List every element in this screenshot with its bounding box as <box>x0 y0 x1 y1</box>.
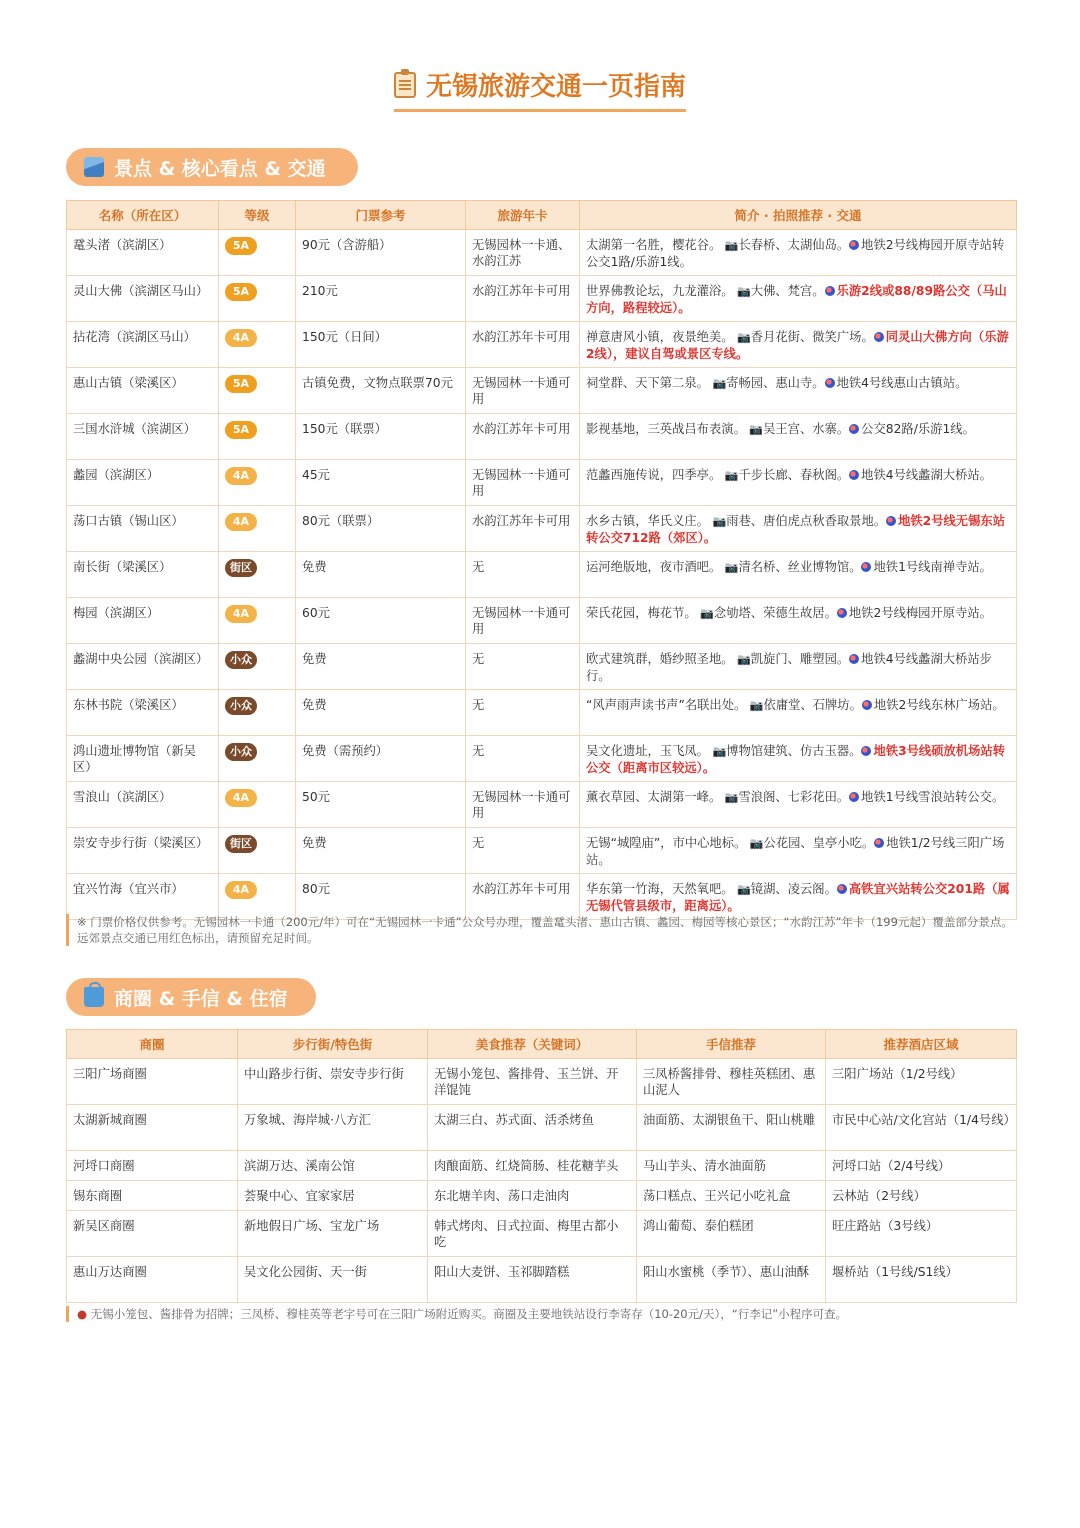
shopping-table <box>66 1029 1017 1303</box>
annual-card: 无 <box>466 552 580 598</box>
intro-cell <box>580 736 1017 782</box>
bag-icon <box>84 987 104 1007</box>
shopping-gift: 三凤桥酱排骨、穆桂英糕团、惠山泥人 <box>637 1059 826 1105</box>
intro-text: 祠堂群、天下第二泉。 <box>586 376 709 390</box>
camera-icon: 📷 <box>721 239 739 252</box>
metro-icon <box>825 286 835 296</box>
table-row <box>67 598 1017 644</box>
photo-spots: 依庸堂、石牌坊。 <box>763 698 862 712</box>
level-badge: 5A <box>225 375 257 393</box>
ticket-price: 80元 <box>296 874 466 920</box>
attraction-name: 惠山古镇（梁溪区） <box>67 368 219 414</box>
section-attractions-title: 景点 & 核心看点 & 交通 <box>114 157 326 180</box>
metro-icon <box>861 562 871 572</box>
shopping-area: 三阳广场商圈 <box>67 1059 238 1105</box>
level-badge: 5A <box>225 237 257 255</box>
intro-text: 无锡“城隍庙”，市中心地标。 <box>586 836 747 850</box>
shopping-gift: 荡口糕点、王兴记小吃礼盒 <box>637 1181 826 1211</box>
traffic-info: 地铁1号线雪浪站转公交。 <box>861 790 1005 804</box>
attraction-level <box>219 598 296 644</box>
annual-card: 水韵江苏年卡可用 <box>466 322 580 368</box>
intro-cell <box>580 690 1017 736</box>
camera-icon: 📷 <box>746 699 764 712</box>
shopping-gift: 鸿山葡萄、泰伯糕团 <box>637 1211 826 1257</box>
intro-text: 禅意唐风小镇，夜景绝美。 <box>586 330 734 344</box>
metro-icon <box>849 792 859 802</box>
intro-cell <box>580 368 1017 414</box>
level-badge: 4A <box>225 605 257 623</box>
table-row <box>67 1257 1017 1303</box>
intro-text: 薰衣草园、太湖第一峰。 <box>586 790 722 804</box>
shopping-area: 太湖新城商圈 <box>67 1105 238 1151</box>
intro-cell <box>580 828 1017 874</box>
metro-icon <box>849 654 859 664</box>
column-header: 名称（所在区） <box>67 201 219 230</box>
annual-card: 水韵江苏年卡可用 <box>466 506 580 552</box>
ticket-price: 古镇免费，文物点联票70元 <box>296 368 466 414</box>
ticket-price: 150元（日间） <box>296 322 466 368</box>
camera-icon: 📷 <box>745 423 764 436</box>
ticket-price: 45元 <box>296 460 466 506</box>
intro-cell <box>580 598 1017 644</box>
shopping-area: 惠山万达商圈 <box>67 1257 238 1303</box>
traffic-info: 地铁2号线东林广场站。 <box>873 698 1005 712</box>
photo-spots: 香月花街、微笑广场。 <box>750 330 874 344</box>
photo-spots: 雨巷、唐伯虎点秋香取景地。 <box>726 514 887 528</box>
level-badge: 街区 <box>225 559 257 577</box>
traffic-info: 地铁1号线南禅寺站。 <box>873 560 992 574</box>
photo-spots: 博物馆建筑、仿古玉器。 <box>726 744 862 758</box>
ticket-price: 80元（联票） <box>296 506 466 552</box>
shopping-street: 新地假日广场、宝龙广场 <box>238 1211 428 1257</box>
page-title-block <box>394 66 686 112</box>
metro-icon <box>874 332 884 342</box>
photo-spots: 寄畅园、惠山寺。 <box>726 376 825 390</box>
photo-spots: 念劬塔、荣德生故居。 <box>713 606 837 620</box>
intro-text: “风声雨声读书声”名联出处。 <box>586 698 747 712</box>
attraction-name: 东林书院（梁溪区） <box>67 690 219 736</box>
annual-card: 无锡园林一卡通可用 <box>466 460 580 506</box>
level-badge: 4A <box>225 467 257 485</box>
intro-cell <box>580 230 1017 276</box>
column-header: 步行街/特色街 <box>238 1030 428 1059</box>
intro-text: 世界佛教论坛，九龙灌浴。 <box>586 284 734 298</box>
attraction-name: 南长街（梁溪区） <box>67 552 219 598</box>
attraction-name: 荡口古镇（锡山区） <box>67 506 219 552</box>
section-attractions-heading <box>66 148 358 186</box>
attraction-level <box>219 782 296 828</box>
traffic-info: 地铁1/2号线三阳广场站。 <box>586 836 1005 867</box>
shopping-hotel: 云林站（2号线） <box>826 1181 1017 1211</box>
attraction-name: 崇安寺步行街（梁溪区） <box>67 828 219 874</box>
ticket-price: 免费 <box>296 828 466 874</box>
ticket-price: 免费 <box>296 552 466 598</box>
ticket-price: 210元 <box>296 276 466 322</box>
attractions-table <box>66 200 1017 920</box>
traffic-info: 地铁4号线蠡湖大桥站。 <box>861 468 992 482</box>
bowl-icon: ● <box>77 1307 88 1321</box>
shopping-street: 万象城、海岸城·八方汇 <box>238 1105 428 1151</box>
attraction-name: 蠡湖中央公园（滨湖区） <box>67 644 219 690</box>
camera-icon: 📷 <box>721 791 739 804</box>
metro-icon <box>849 424 859 434</box>
level-badge: 小众 <box>225 743 257 761</box>
annual-card: 水韵江苏年卡可用 <box>466 276 580 322</box>
intro-cell <box>580 644 1017 690</box>
annual-card: 无 <box>466 736 580 782</box>
level-badge: 4A <box>225 789 257 807</box>
attraction-level <box>219 644 296 690</box>
table-row <box>67 276 1017 322</box>
shopping-hotel: 旺庄路站（3号线） <box>826 1211 1017 1257</box>
annual-card: 无 <box>466 828 580 874</box>
shopping-area: 河埒口商圈 <box>67 1151 238 1181</box>
shopping-food: 阳山大麦饼、玉祁脚踏糕 <box>428 1257 637 1303</box>
photo-spots: 雪浪阁、七彩花田。 <box>738 790 850 804</box>
camera-icon: 📷 <box>721 469 739 482</box>
attraction-name: 梅园（滨湖区） <box>67 598 219 644</box>
photo-spots: 大佛、梵宫。 <box>750 284 825 298</box>
annual-card: 无锡园林一卡通可用 <box>466 782 580 828</box>
intro-text: 运河绝版地，夜市酒吧。 <box>586 560 722 574</box>
shopping-hotel: 三阳广场站（1/2号线） <box>826 1059 1017 1105</box>
shopping-gift: 马山芋头、清水油面筋 <box>637 1151 826 1181</box>
metro-icon <box>874 838 884 848</box>
intro-cell <box>580 874 1017 920</box>
shopping-hotel: 市民中心站/文化宫站（1/4号线） <box>826 1105 1017 1151</box>
shopping-area: 锡东商圈 <box>67 1181 238 1211</box>
ticket-price: 150元（联票） <box>296 414 466 460</box>
shopping-street: 滨湖万达、溪南公馆 <box>238 1151 428 1181</box>
ticket-price: 免费 <box>296 690 466 736</box>
camera-icon: 📷 <box>733 883 751 896</box>
metro-icon <box>837 608 847 618</box>
shopping-food: 韩式烤肉、日式拉面、梅里古都小吃 <box>428 1211 637 1257</box>
annual-card: 无 <box>466 690 580 736</box>
table-row <box>67 828 1017 874</box>
table-row <box>67 1059 1017 1105</box>
intro-text: 荣氏花园，梅花节。 <box>586 606 697 620</box>
attraction-name: 鸿山遗址博物馆（新吴区） <box>67 736 219 782</box>
camera-icon: 📷 <box>708 745 727 758</box>
ticket-price: 60元 <box>296 598 466 644</box>
intro-cell <box>580 276 1017 322</box>
shopping-gift: 阳山水蜜桃（季节）、惠山油酥 <box>637 1257 826 1303</box>
level-badge: 5A <box>225 421 257 439</box>
shopping-street: 中山路步行街、崇安寺步行街 <box>238 1059 428 1105</box>
metro-icon <box>837 884 847 894</box>
annual-card: 无锡园林一卡通可用 <box>466 368 580 414</box>
ticket-price: 免费 <box>296 644 466 690</box>
attraction-level <box>219 322 296 368</box>
column-header: 商圈 <box>67 1030 238 1059</box>
shopping-note <box>66 1306 1016 1322</box>
table-row <box>67 644 1017 690</box>
level-badge: 小众 <box>225 697 257 715</box>
photo-spots: 公花园、皇亭小吃。 <box>763 836 875 850</box>
column-header: 门票参考 <box>296 201 466 230</box>
traffic-info: 地铁4号线蠡湖大桥站步行。 <box>586 652 992 683</box>
level-badge: 4A <box>225 881 257 899</box>
column-header: 等级 <box>219 201 296 230</box>
ticket-price: 免费（需预约） <box>296 736 466 782</box>
shopping-hotel: 河埒口站（2/4号线） <box>826 1151 1017 1181</box>
annual-card: 无锡园林一卡通可用 <box>466 598 580 644</box>
level-badge: 4A <box>225 329 257 347</box>
intro-cell <box>580 414 1017 460</box>
table-row <box>67 690 1017 736</box>
column-header: 简介 · 拍照推荐 · 交通 <box>580 201 1017 230</box>
table-row <box>67 552 1017 598</box>
camera-icon: 📷 <box>733 653 751 666</box>
camera-icon: 📷 <box>696 607 714 620</box>
table-row <box>67 506 1017 552</box>
attraction-level <box>219 506 296 552</box>
annual-card: 无锡园林一卡通、水韵江苏 <box>466 230 580 276</box>
level-badge: 4A <box>225 513 257 531</box>
shopping-street: 荟聚中心、宜家家居 <box>238 1181 428 1211</box>
section-shopping-title: 商圈 & 手信 & 住宿 <box>114 987 288 1010</box>
column-header: 美食推荐（关键词） <box>428 1030 637 1059</box>
intro-cell <box>580 506 1017 552</box>
traffic-info-remote: 地铁3号线硕放机场站转公交（距离市区较远）。 <box>586 744 1005 775</box>
table-row <box>67 1181 1017 1211</box>
traffic-info: 地铁4号线惠山古镇站。 <box>836 376 968 390</box>
camera-icon: 📷 <box>733 285 751 298</box>
photo-spots: 长春桥、太湖仙岛。 <box>738 238 850 252</box>
page-header <box>0 66 1080 112</box>
shopping-note-text: 无锡小笼包、酱排骨为招牌；三凤桥、穆桂英等老字号可在三阳广场附近购买。商圈及主要地铁站设行李寄存（10-20元/天），“行李记”小程序可查。 <box>90 1307 848 1321</box>
page-title: 无锡旅游交通一页指南 <box>425 72 686 102</box>
attraction-level <box>219 736 296 782</box>
intro-text: 水乡古镇，华氏义庄。 <box>586 514 709 528</box>
photo-spots: 镜湖、凌云阁。 <box>750 882 837 896</box>
intro-text: 范蠡西施传说，四季亭。 <box>586 468 722 482</box>
traffic-info: 公交82路/乐游1线。 <box>861 422 975 436</box>
level-badge: 街区 <box>225 835 257 853</box>
photo-spots: 清名桥、丝业博物馆。 <box>738 560 862 574</box>
attraction-level <box>219 552 296 598</box>
annual-card: 水韵江苏年卡可用 <box>466 874 580 920</box>
attraction-name: 宜兴竹海（宜兴市） <box>67 874 219 920</box>
intro-cell <box>580 460 1017 506</box>
shopping-food: 无锡小笼包、酱排骨、玉兰饼、开洋馄饨 <box>428 1059 637 1105</box>
level-badge: 5A <box>225 283 257 301</box>
table-row <box>67 414 1017 460</box>
attraction-name: 拈花湾（滨湖区马山） <box>67 322 219 368</box>
attraction-level <box>219 230 296 276</box>
traffic-info: 地铁2号线梅园开原寺站转公交1路/乐游1线。 <box>586 238 1005 269</box>
intro-text: 欧式建筑群，婚纱照圣地。 <box>586 652 734 666</box>
photo-spots: 千步长廊、春秋阁。 <box>738 468 850 482</box>
intro-text: 影视基地，三英战吕布表演。 <box>586 422 746 436</box>
intro-text: 太湖第一名胜，樱花谷。 <box>586 238 722 252</box>
table-row <box>67 1211 1017 1257</box>
attraction-level <box>219 828 296 874</box>
shopping-food: 太湖三白、苏式面、活杀烤鱼 <box>428 1105 637 1151</box>
annual-card: 水韵江苏年卡可用 <box>466 414 580 460</box>
shopping-food: 东北塘羊肉、荡口走油肉 <box>428 1181 637 1211</box>
intro-text: 华东第一竹海，天然氧吧。 <box>586 882 734 896</box>
metro-icon <box>825 378 835 388</box>
attraction-level <box>219 414 296 460</box>
metro-icon <box>861 746 871 756</box>
attraction-name: 鼋头渚（滨湖区） <box>67 230 219 276</box>
metro-icon <box>886 516 896 526</box>
metro-icon <box>862 700 872 710</box>
attraction-name: 三国水浒城（滨湖区） <box>67 414 219 460</box>
attraction-level <box>219 460 296 506</box>
intro-text: 吴文化遗址，玉飞凤。 <box>586 744 709 758</box>
ticket-price: 50元 <box>296 782 466 828</box>
mountain-icon <box>84 157 104 177</box>
camera-icon: 📷 <box>708 377 727 390</box>
camera-icon: 📷 <box>733 331 751 344</box>
traffic-info-remote: 地铁2号线无锡东站转公交712路（郊区）。 <box>586 514 1005 545</box>
attractions-note: ※ 门票价格仅供参考。无锡园林一卡通（200元/年）可在“无锡园林一卡通”公众号办理，覆盖鼋头渚、惠山古镇、蠡园、梅园等核心景区；“水韵江苏”年卡（199元起）覆盖部分景点。远郊景点交通已用红色标出，请预留充足时间。 <box>66 914 1016 946</box>
shopping-food: 肉酿面筋、红烧简肠、桂花糖芋头 <box>428 1151 637 1181</box>
section-shopping-heading <box>66 978 316 1016</box>
annual-card: 无 <box>466 644 580 690</box>
attraction-name: 蠡园（滨湖区） <box>67 460 219 506</box>
table-row <box>67 1105 1017 1151</box>
table-row <box>67 782 1017 828</box>
table-row <box>67 322 1017 368</box>
column-header: 手信推荐 <box>637 1030 826 1059</box>
metro-icon <box>849 240 859 250</box>
shopping-hotel: 堰桥站（1号线/S1线） <box>826 1257 1017 1303</box>
attraction-name: 雪浪山（滨湖区） <box>67 782 219 828</box>
photo-spots: 凯旋门、雕塑园。 <box>750 652 850 666</box>
attraction-level <box>219 276 296 322</box>
column-header: 推荐酒店区域 <box>826 1030 1017 1059</box>
attraction-name: 灵山大佛（滨湖区马山） <box>67 276 219 322</box>
traffic-info-remote: 同灵山大佛方向（乐游2线），建议自驾或景区专线。 <box>586 330 1009 361</box>
column-header: 旅游年卡 <box>466 201 580 230</box>
intro-cell <box>580 322 1017 368</box>
table-row <box>67 874 1017 920</box>
table-row <box>67 230 1017 276</box>
photo-spots: 吴王宫、水寨。 <box>763 422 850 436</box>
table-row <box>67 460 1017 506</box>
level-badge: 小众 <box>225 651 257 669</box>
attraction-level <box>219 874 296 920</box>
camera-icon: 📷 <box>746 837 764 850</box>
camera-icon: 📷 <box>708 515 727 528</box>
ticket-price: 90元（含游船） <box>296 230 466 276</box>
intro-cell <box>580 782 1017 828</box>
traffic-info-remote: 高铁宜兴站转公交201路（属无锡代管县级市，距离远）。 <box>586 882 1010 913</box>
table-row <box>67 1151 1017 1181</box>
traffic-info: 地铁2号线梅园开原寺站。 <box>848 606 992 620</box>
traffic-info-remote: 乐游2线或88/89路公交（马山方向，路程较远）。 <box>586 284 1007 315</box>
shopping-street: 吴文化公园街、天一街 <box>238 1257 428 1303</box>
table-row <box>67 736 1017 782</box>
clipboard-icon <box>394 72 416 98</box>
intro-cell <box>580 552 1017 598</box>
camera-icon: 📷 <box>721 561 739 574</box>
attraction-level <box>219 690 296 736</box>
shopping-gift: 油面筋、太湖银鱼干、阳山桃雕 <box>637 1105 826 1151</box>
attraction-level <box>219 368 296 414</box>
shopping-area: 新吴区商圈 <box>67 1211 238 1257</box>
table-row <box>67 368 1017 414</box>
metro-icon <box>849 470 859 480</box>
